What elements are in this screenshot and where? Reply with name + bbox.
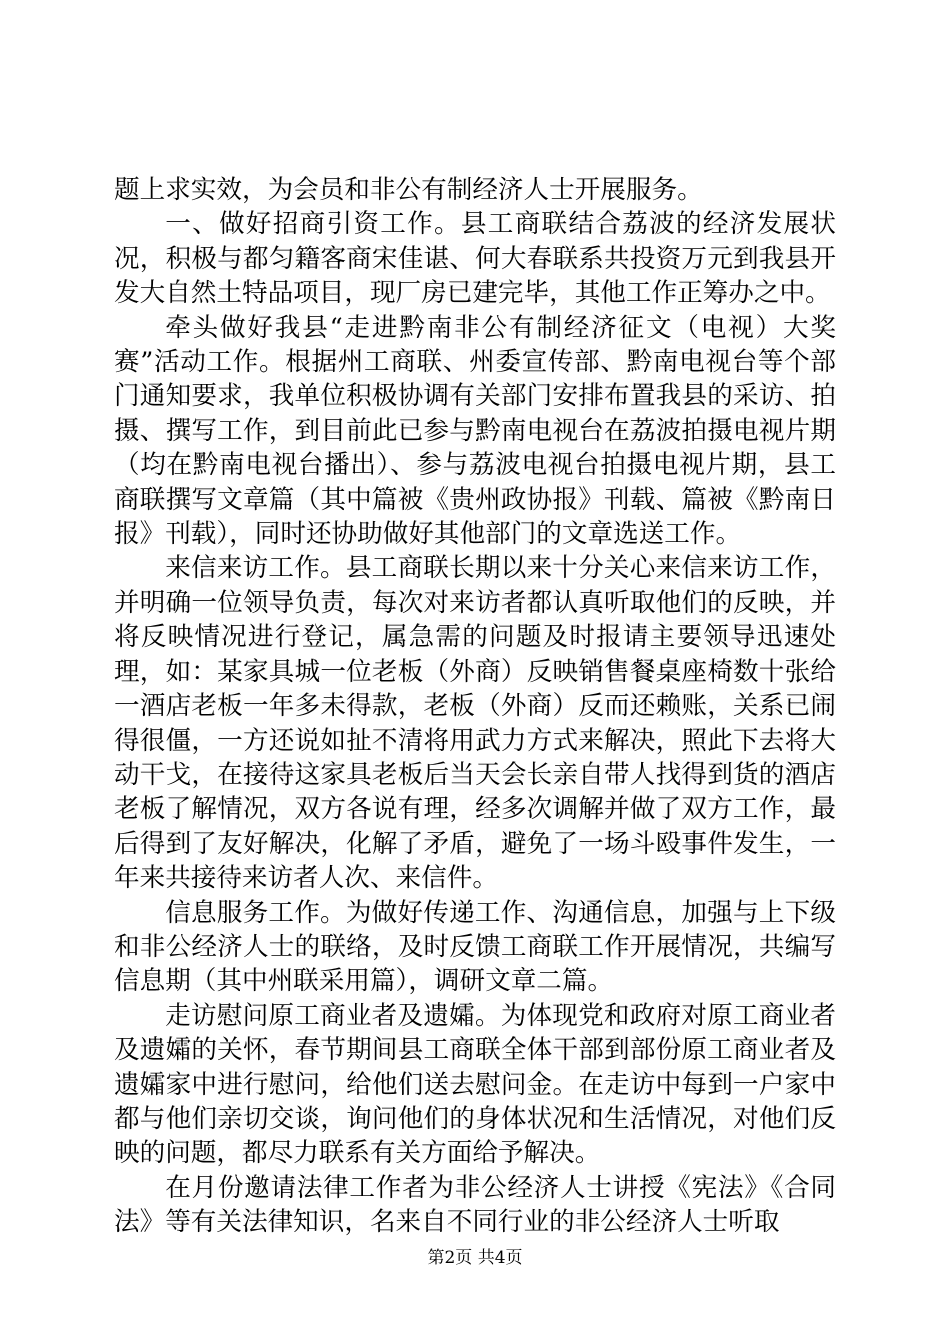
paragraph-2: 一、做好招商引资工作。县工商联结合荔波的经济发展状况，积极与都匀籍客商宋佳谌、何大春联系共投资万元到我县开发大自然土特品项目，现厂房已建完毕，其他工作正筹办之中。	[114, 209, 836, 309]
paragraph-5: 信息服务工作。为做好传递工作、沟通信息，加强与上下级和非公经济人士的联络，及时反馈工商联工作开展情况，共编写信息期（其中州联采用篇），调研文章二篇。	[114, 897, 836, 997]
paragraph-4: 来信来访工作。县工商联长期以来十分关心来信来访工作，并明确一位领导负责，每次对来访者都认真听取他们的反映，并将反映情况进行登记，属急需的问题及时报请主要领导迅速处理，如：某家具城一位老板（外商）反映销售餐桌座椅数十张给一酒店老板一年多未得款，老板（外商）反而还赖账，关系已闹得很僵，一方还说如扯不清将用武力方式来解决，照此下去将大动干戈，在接待这家具老板后当天会长亲自带人找得到货的酒店老板了解情况，双方各说有理，经多次调解并做了双方工作，最后得到了友好解决，化解了矛盾，避免了一场斗殴事件发生，一年来共接待来访者人次、来信件。	[114, 553, 836, 894]
document-body	[114, 173, 836, 1240]
paragraph-7: 在月份邀请法律工作者为非公经济人士讲授《宪法》《合同法》等有关法律知识，名来自不同行业的非公经济人士听取	[114, 1172, 836, 1238]
paragraph-6: 走访慰问原工商业者及遗孀。为体现党和政府对原工商业者及遗孀的关怀，春节期间县工商联全体干部到部份原工商业者及遗孀家中进行慰问，给他们送去慰问金。在走访中每到一户家中都与他们亲切交谈，询问他们的身体状况和生活情况，对他们反映的问题，都尽力联系有关方面给予解决。	[114, 1000, 836, 1169]
page-footer: 第2页 共4页	[427, 1248, 523, 1268]
paragraph-1: 题上求实效，为会员和非公有制经济人士开展服务。	[114, 175, 703, 205]
paragraph-3: 牵头做好我县“走进黔南非公有制经济征文（电视）大奖赛”活动工作。根据州工商联、州委宣传部、黔南电视台等个部门通知要求，我单位积极协调有关部门安排布置我县的采访、拍摄、撰写工作，到目前此已参与黔南电视台在荔波拍摄电视片期（均在黔南电视台播出）、参与荔波电视台拍摄电视片期，县工商联撰写文章篇（其中篇被《贵州政协报》刊载、篇被《黔南日报》刊载），同时还协助做好其他部门的文章选送工作。	[114, 312, 836, 550]
